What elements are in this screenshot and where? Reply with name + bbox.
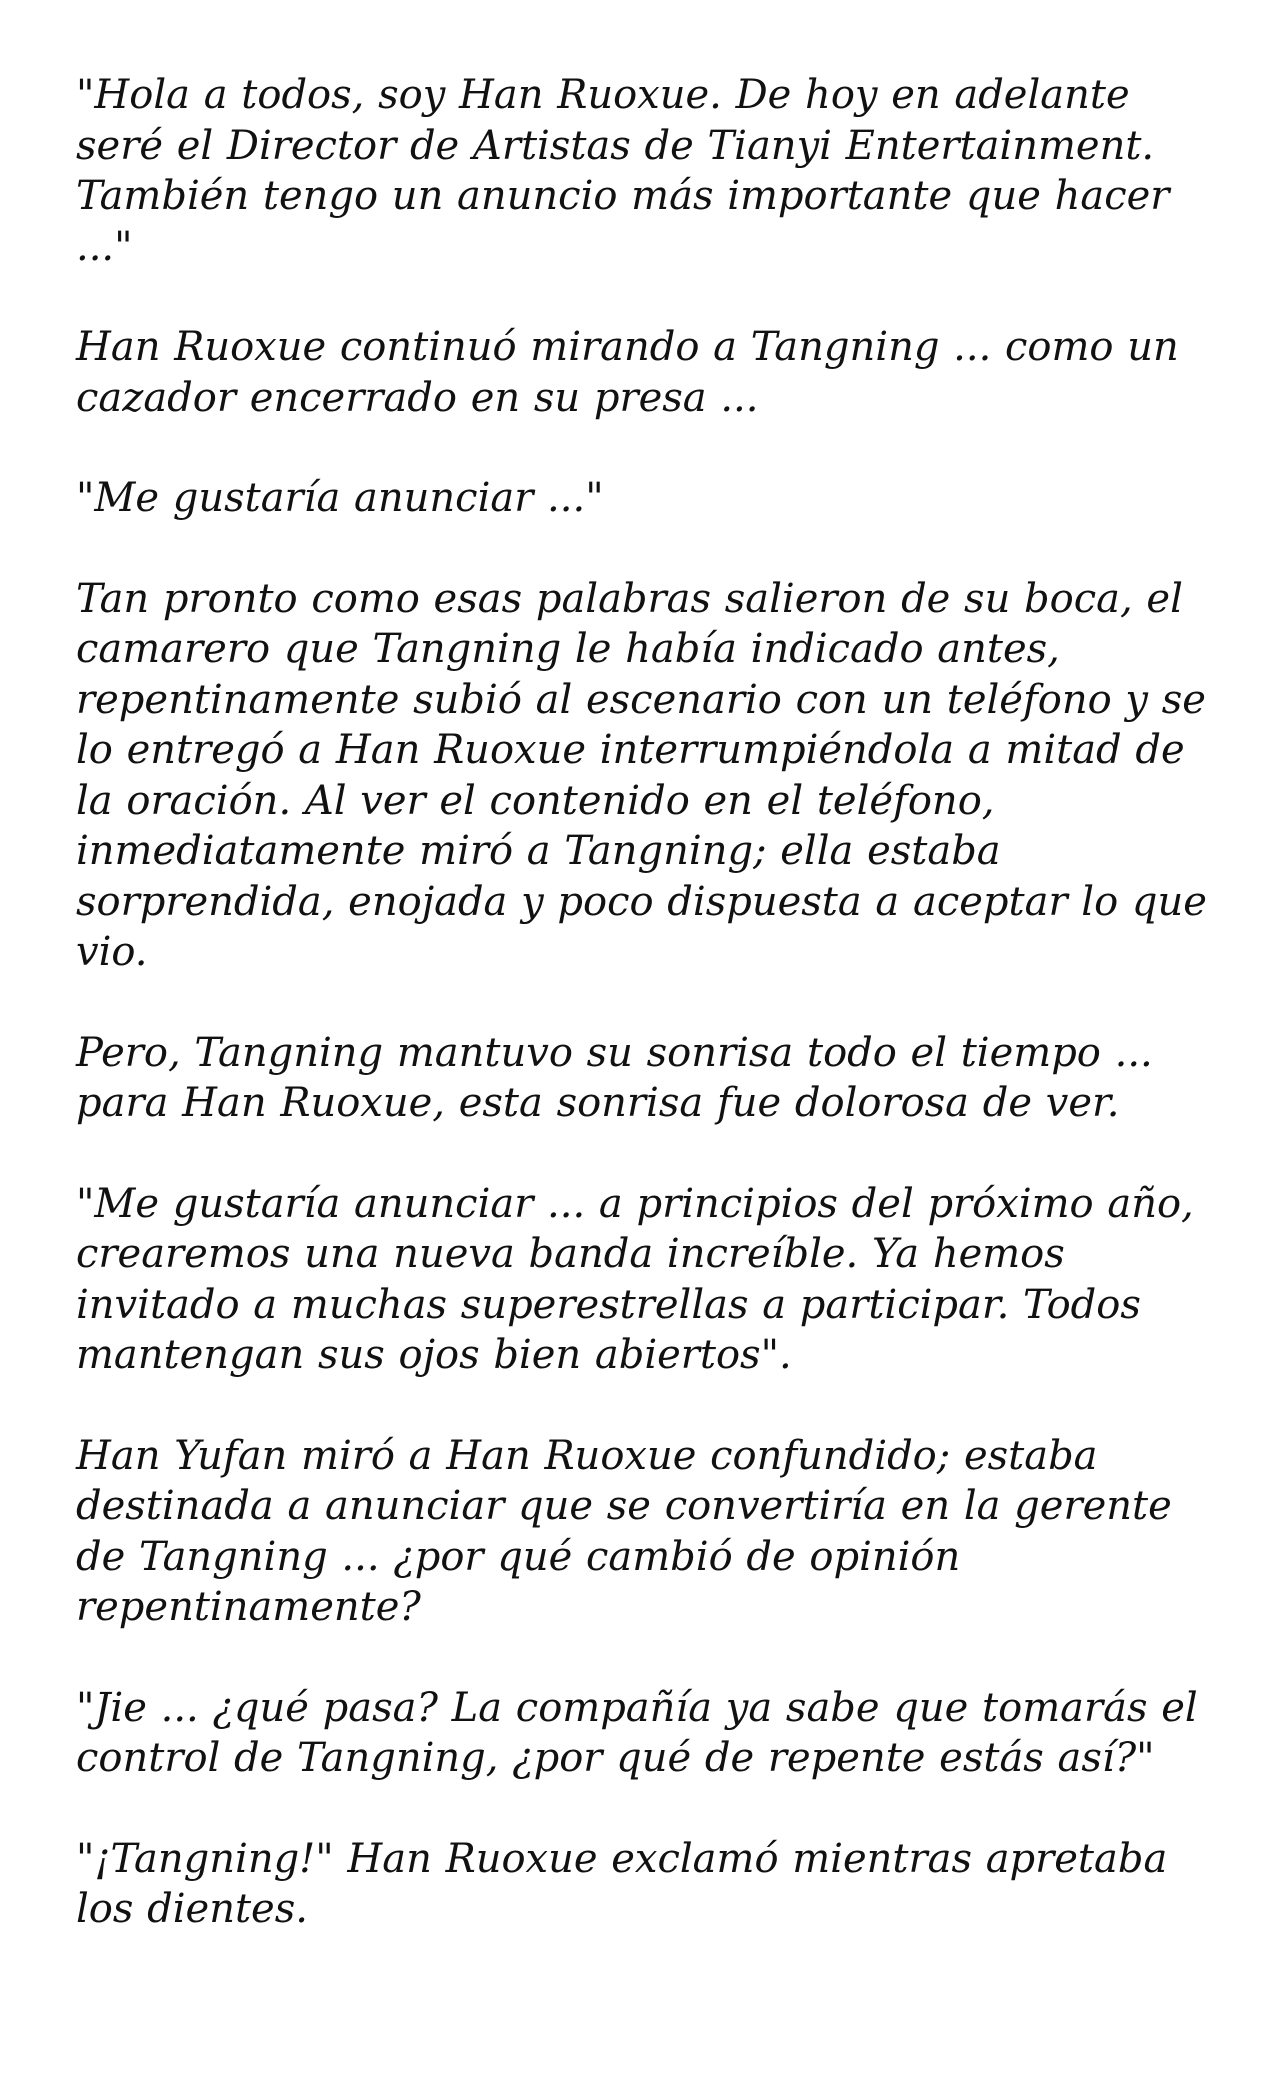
paragraph-8: "Jie ... ¿qué pasa? La compañía ya sabe que tomarás el control de Tangning, ¿por qué de repente estás así?"	[76, 1684, 1198, 1781]
paragraph-5: Pero, Tangning mantuvo su sonrisa todo el tiempo ... para Han Ruoxue, esta sonrisa fue dolorosa de ver.	[76, 1029, 1153, 1126]
paragraph-7: Han Yufan miró a Han Ruoxue confundido; estaba destinada a anunciar que se convertiría en la gerente de Tangning ... ¿por qué cambió de opinión repentinamente?	[76, 1432, 1172, 1630]
paragraph-1: "Hola a todos, soy Han Ruoxue. De hoy en adelante seré el Director de Artistas de Tianyi Entertainment. También tengo un anuncio más importante que hacer ..."	[76, 72, 1170, 270]
paragraph-2: Han Ruoxue continuó mirando a Tangning ... como un cazador encerrado en su presa ...	[76, 324, 1179, 421]
paragraph-3: "Me gustaría anunciar ..."	[76, 475, 604, 521]
paragraph-9: "¡Tangning!" Han Ruoxue exclamó mientras apretaba los dientes.	[76, 1835, 1168, 1932]
paragraph-6: "Me gustaría anunciar ... a principios del próximo año, crearemos una nueva banda increíble. Ya hemos invitado a muchas superestrellas a participar. Todos mantengan sus ojos bien abiertos".	[76, 1180, 1194, 1378]
paragraph-4: Tan pronto como esas palabras salieron de su boca, el camarero que Tangning le había indicado antes, repentinamente subió al escenario con un teléfono y se lo entregó a Han Ruoxue interrumpiéndola a mitad de la oración. Al ver el contenido en el teléfono, inmediatamente miró a Tangning; ella estaba sorprendida, enojada y poco dispuesta a aceptar lo que vio.	[76, 575, 1207, 975]
